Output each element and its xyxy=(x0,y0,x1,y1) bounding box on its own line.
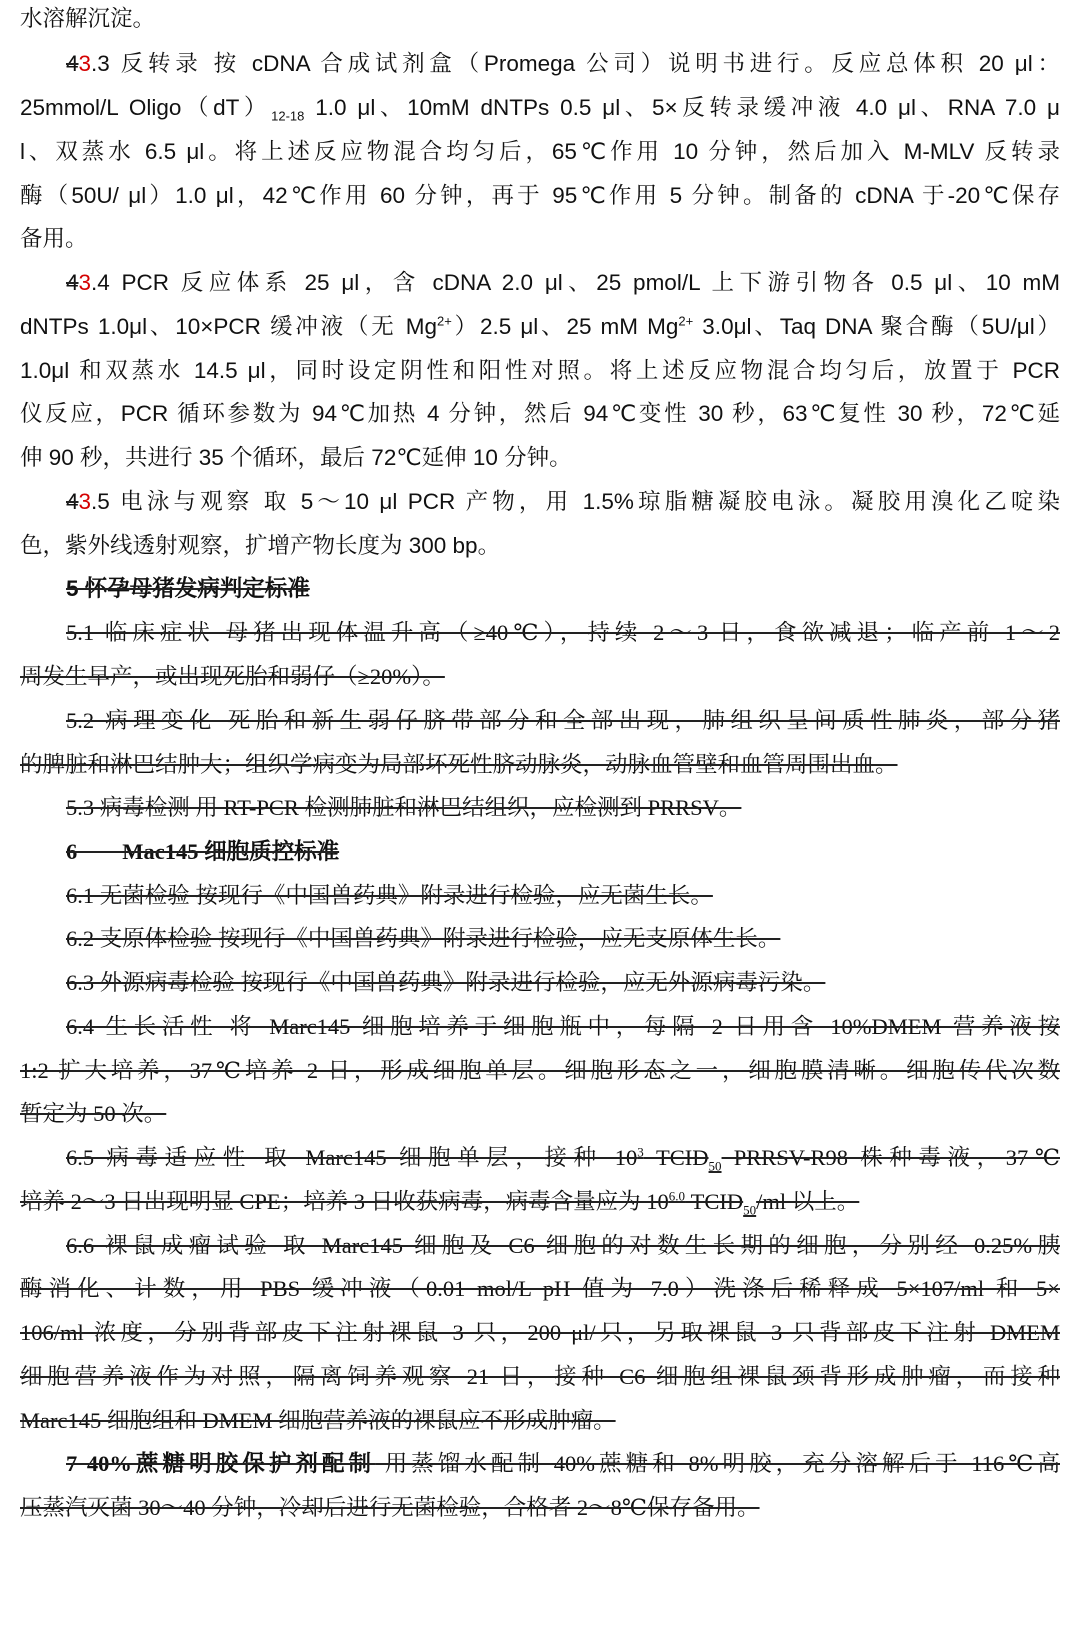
deleted-text-line: 的脾脏和淋巴结肿大；组织学病变为局部坏死性脐动脉炎，动脉血管壁和血管周围出血。 xyxy=(20,752,898,777)
deleted-paragraph-6-4: 6.4 生长活性 将 Marc145 细胞培养于细胞瓶中，每隔 2 日用含 10%DMEM 营养液按 xyxy=(66,1014,1060,1039)
text-line: l、双蒸水 6.5 μl。将上述反应物混合均匀后，65℃作用 10 分钟，然后加入 M-MLV 反转录 xyxy=(20,139,1060,164)
inserted-section-number: 3 xyxy=(78,51,92,76)
section-heading-5: 5 怀孕母猪发病判定标准 xyxy=(66,576,310,601)
deleted-paragraph-5-3: 5.3 病毒检测 用 RT-PCR 检测肺脏和淋巴结组织，应检测到 PRRSV。 xyxy=(66,795,742,820)
deleted-text-line: 1:2 扩大培养，37℃培养 2 日，形成细胞单层。细胞形态之一，细胞膜清晰。细胞传代次数 xyxy=(20,1058,1060,1083)
deleted-text-line: 106/ml 浓度，分别背部皮下注射裸鼠 3 只，200 μl/只，另取裸鼠 3 只背部皮下注射 DMEM xyxy=(20,1320,1060,1345)
deleted-paragraph-7: 7 40%蔗糖明胶保护剂配制 用蒸馏水配制 40%蔗糖和 8%明胶，充分溶解后于 116℃高 xyxy=(66,1451,1060,1476)
inserted-section-number: 3 xyxy=(78,489,92,514)
deleted-text-line: 压蒸汽灭菌 30～40 分钟，冷却后进行无菌检验，合格者 2～8℃保存备用。 xyxy=(20,1495,760,1520)
section-heading-6: 6 Mac145 细胞质控标准 xyxy=(66,839,340,864)
text-line: 色，紫外线透射观察，扩增产物长度为 300 bp。 xyxy=(20,533,501,558)
section-heading-7: 7 40%蔗糖明胶保护剂配制 xyxy=(66,1451,376,1476)
text-line: dNTPs 1.0μl、10×PCR 缓冲液（无 $Mg^{2+})2.5$ μl、25 mM $Mg^{2+}$ 3.0μl、Taq DNA 聚合酶（5U/μl） xyxy=(20,313,1060,339)
deleted-text-line: 暂定为 50 次。 xyxy=(20,1101,167,1126)
paragraph-electrophoresis: 43.5 电泳与观察 取 5～10 μl PCR 产物，用 1.5%琼脂糖凝胶电泳。凝胶用溴化乙啶染 xyxy=(66,489,1060,514)
deleted-text-line: 细胞营养液作为对照，隔离饲养观察 21 日，接种 C6 细胞组裸鼠颈背形成肿瘤，而接种 xyxy=(20,1364,1060,1389)
text-line: 伸 90 秒，共进行 35 个循环，最后 72℃延伸 10 分钟。 xyxy=(20,445,572,470)
deleted-text-line: 周发生早产，或出现死胎和弱仔（≥20%）。 xyxy=(20,664,445,689)
deleted-section-number: 4 xyxy=(66,489,79,514)
paragraph-pcr: 43.4 PCR 反应体系 25 μl，含 cDNA 2.0 μl、25 pmol/L 上下游引物各 0.5 μl、10 mM xyxy=(66,270,1060,295)
deleted-section-number: 4 xyxy=(66,270,79,295)
deleted-paragraph-5-2: 5.2 病理变化 死胎和新生弱仔脐带部分和全部出现，肺组织呈间质性肺炎，部分猪 xyxy=(66,708,1060,733)
deleted-text-line: 培养 2～3 日出现明显 CPE；培养 3 日收获病毒，病毒含量应为 $10^{6.0}$ $TCID_{50}/ml$ 以上。 xyxy=(20,1188,860,1217)
text-line: 仪反应，PCR 循环参数为 94℃加热 4 分钟，然后 94℃变性 30 秒，63℃复性 30 秒，72℃延 xyxy=(20,401,1060,426)
text-line: 水溶解沉淀。 xyxy=(20,6,156,31)
text-line: 备用。 xyxy=(20,226,88,251)
deleted-paragraph-6-2: 6.2 支原体检验 按现行《中国兽药典》附录进行检验，应无支原体生长。 xyxy=(66,926,781,951)
deleted-paragraph-5-1: 5.1 临床症状 母猪出现体温升高（≥40℃），持续 2～3 日，食欲减退；临产前 1～2 xyxy=(66,620,1060,645)
text-line: 1.0μl 和双蒸水 14.5 μl，同时设定阴性和阳性对照。将上述反应物混合均匀后，放置于 PCR xyxy=(20,358,1060,383)
paragraph-reverse-transcription: 43.3 反转录 按 cDNA 合成试剂盒（Promega 公司）说明书进行。反应总体积 20 μl： xyxy=(66,51,1060,76)
deleted-paragraph-6-3: 6.3 外源病毒检验 按现行《中国兽药典》附录进行检验，应无外源病毒污染。 xyxy=(66,970,826,995)
deleted-text-line: 酶消化、计数，用 PBS 缓冲液（0.01 mol/L pH 值为 7.0）洗涤后稀释成 5×107/ml 和 5× xyxy=(20,1276,1060,1301)
text-line: 25mmol/L $Oligo(dT)_{12-18}$ 1.0 μl、10mM dNTPs 0.5 μl、5×反转录缓冲液 4.0 μl、RNA 7.0 μ xyxy=(20,95,1060,123)
deleted-paragraph-6-6: 6.6 裸鼠成瘤试验 取 Marc145 细胞及 C6 细胞的对数生长期的细胞，分别经 0.25%胰 xyxy=(66,1233,1060,1258)
deleted-text-line: Marc145 细胞组和 DMEM 细胞营养液的裸鼠应不形成肿瘤。 xyxy=(20,1408,616,1433)
deleted-paragraph-6-1: 6.1 无菌检验 按现行《中国兽药典》附录进行检验，应无菌生长。 xyxy=(66,883,713,908)
text-line: 酶（50U/ μl）1.0 μl，42℃作用 60 分钟，再于 95℃作用 5 分钟。制备的 cDNA 于-20℃保存 xyxy=(20,183,1060,208)
deleted-paragraph-6-5: 6.5 病毒适应性 取 Marc145 细胞单层，接种 $10^3$ $TCID_{50}$ PRRSV-R98 株种毒液，37℃ xyxy=(66,1144,1060,1173)
inserted-section-number: 3 xyxy=(78,270,92,295)
deleted-section-number: 4 xyxy=(66,51,79,76)
